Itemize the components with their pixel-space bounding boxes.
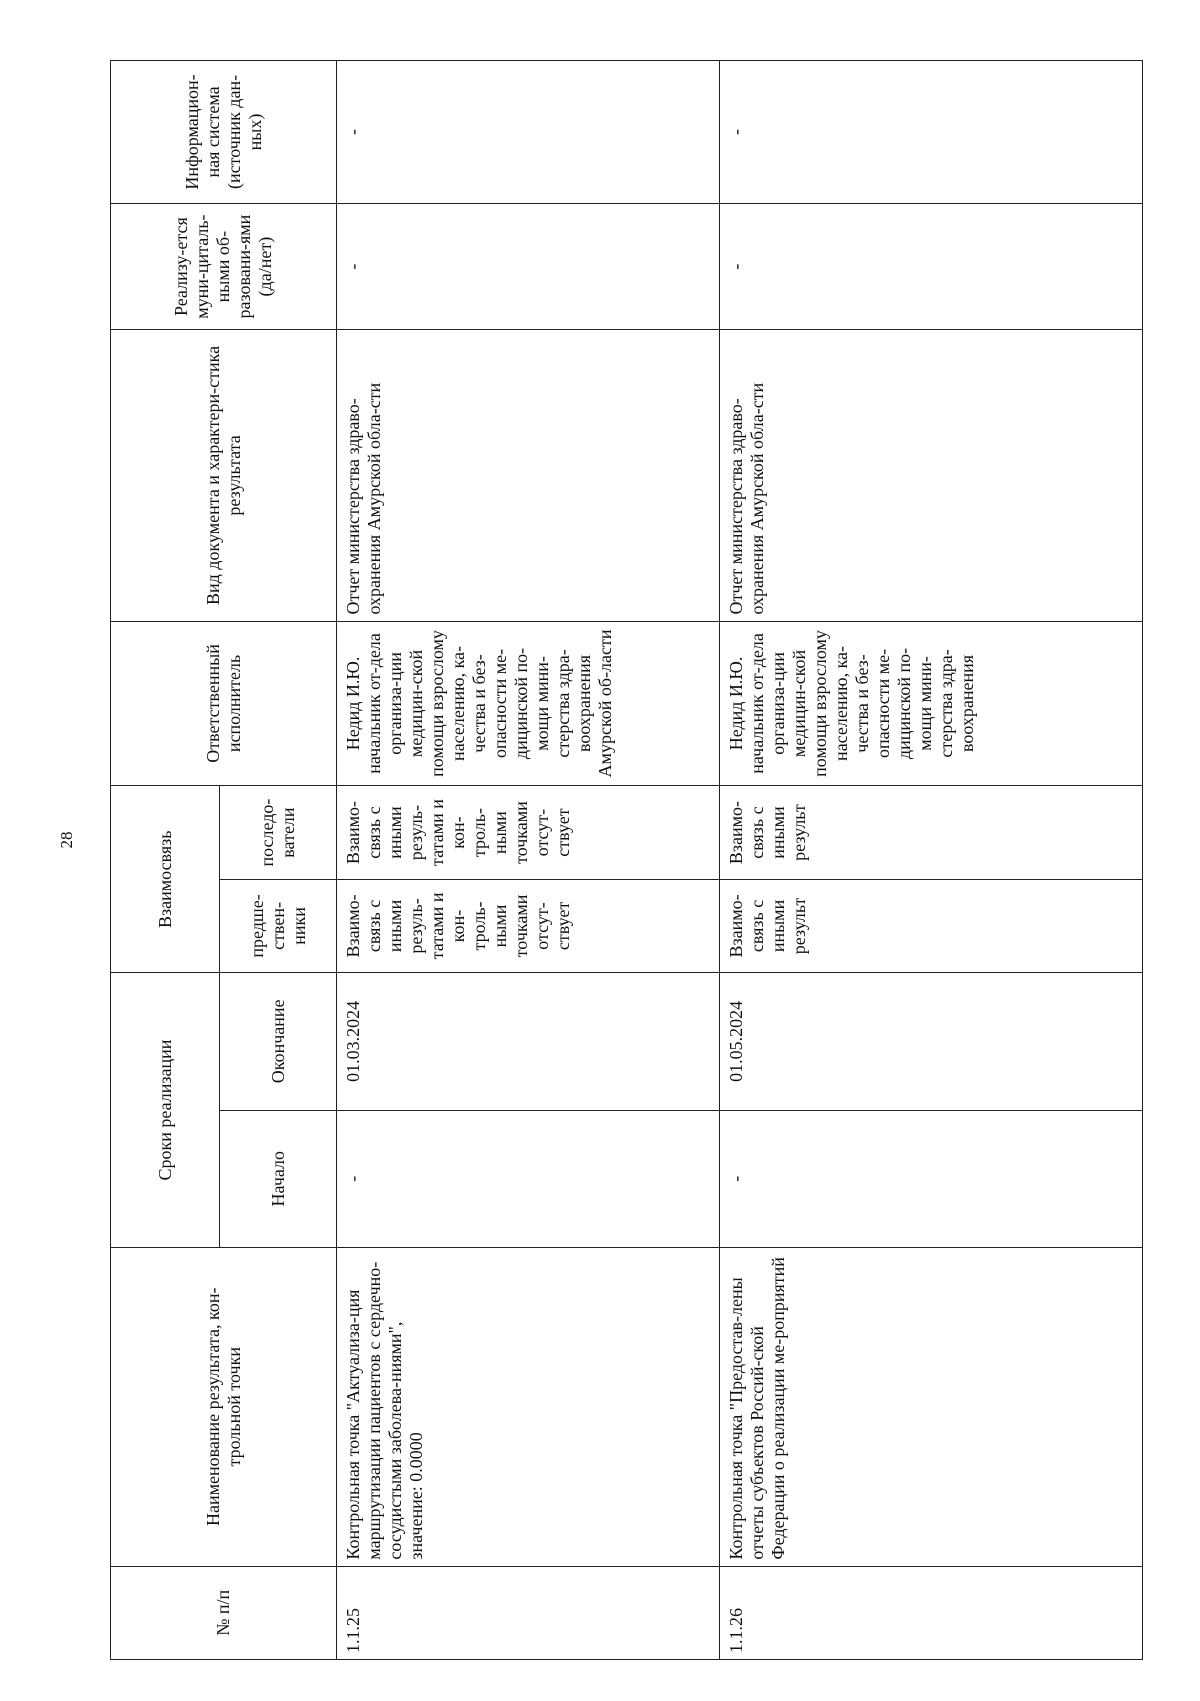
row-end: 01.03.2024: [337, 973, 720, 1110]
rotated-table-container: [110, 60, 1200, 1660]
header-num: № п/п: [111, 1566, 337, 1659]
table-row: [720, 61, 1143, 1660]
header-relation: Взаимосвязь: [111, 786, 220, 973]
row-info-system: -: [337, 61, 720, 204]
row-end: 01.05.2024: [720, 973, 1143, 1110]
row-document: Отчет министерства здраво-охранения Амурской обла-сти: [337, 330, 720, 621]
header-name: Наименование результата, кон-трольной точки: [111, 1247, 337, 1566]
header-responsible: Ответственный исполнитель: [111, 621, 337, 786]
row-predecessors: Взаимо-связь с иными резуль-татами и кон-троль-ными точками отсут-ствует: [337, 879, 720, 972]
header-document: Вид документа и характери-стика результата: [111, 330, 337, 621]
row-start: -: [337, 1110, 720, 1247]
row-responsible: Недид И.Ю. начальник от-дела организа-ции медицин-ской помощи взрослому населению, ка-чества и без-опасности ме-дицинской по-мощи мини-стерства здра-воохранения Амурской об-ласти: [337, 621, 720, 786]
page-number: 28: [57, 831, 76, 849]
header-end: Окончание: [220, 973, 337, 1110]
row-municipal: -: [337, 203, 720, 329]
table-row: [337, 61, 720, 1660]
row-name: Контрольная точка "Предостав-лены отчеты субъектов Россий-ской Федерации о реализации ме-роприятий: [720, 1247, 1143, 1566]
row-document: Отчет министерства здраво-охранения Амурской обла-сти: [720, 330, 1143, 621]
header-info-system: Информацион-ная система (источник дан-ных): [111, 61, 337, 204]
plan-table: [110, 60, 1143, 1660]
row-successors: Взаимо-связь с иными результ: [720, 786, 1143, 879]
header-predecessors: предше-ствен-ники: [220, 879, 337, 972]
row-municipal: -: [720, 203, 1143, 329]
row-successors: Взаимо-связь с иными резуль-татами и кон-троль-ными точками отсут-ствует: [337, 786, 720, 879]
row-num: 1.1.26: [720, 1566, 1143, 1659]
row-name: Контрольная точка "Актуализа-ция маршрутизации пациентов с сердечно-сосудистыми заболева-ниями", значение: 0.0000: [337, 1247, 720, 1566]
row-responsible: Недид И.Ю. начальник от-дела организа-ции медицин-ской помощи взрослому населению, ка-чества и без-опасности ме-дицинской по-мощи мини-стерства здра-воохранения: [720, 621, 1143, 786]
header-terms: Сроки реализации: [111, 973, 220, 1248]
header-successors: последо-ватели: [220, 786, 337, 879]
row-num: 1.1.25: [337, 1566, 720, 1659]
header-municipal: Реализу-ется муни-циталь-ными об-разовани-ями (да/нет): [111, 203, 337, 329]
row-info-system: -: [720, 61, 1143, 204]
header-start: Начало: [220, 1110, 337, 1247]
row-predecessors: Взаимо-связь с иными результ: [720, 879, 1143, 972]
row-start: -: [720, 1110, 1143, 1247]
